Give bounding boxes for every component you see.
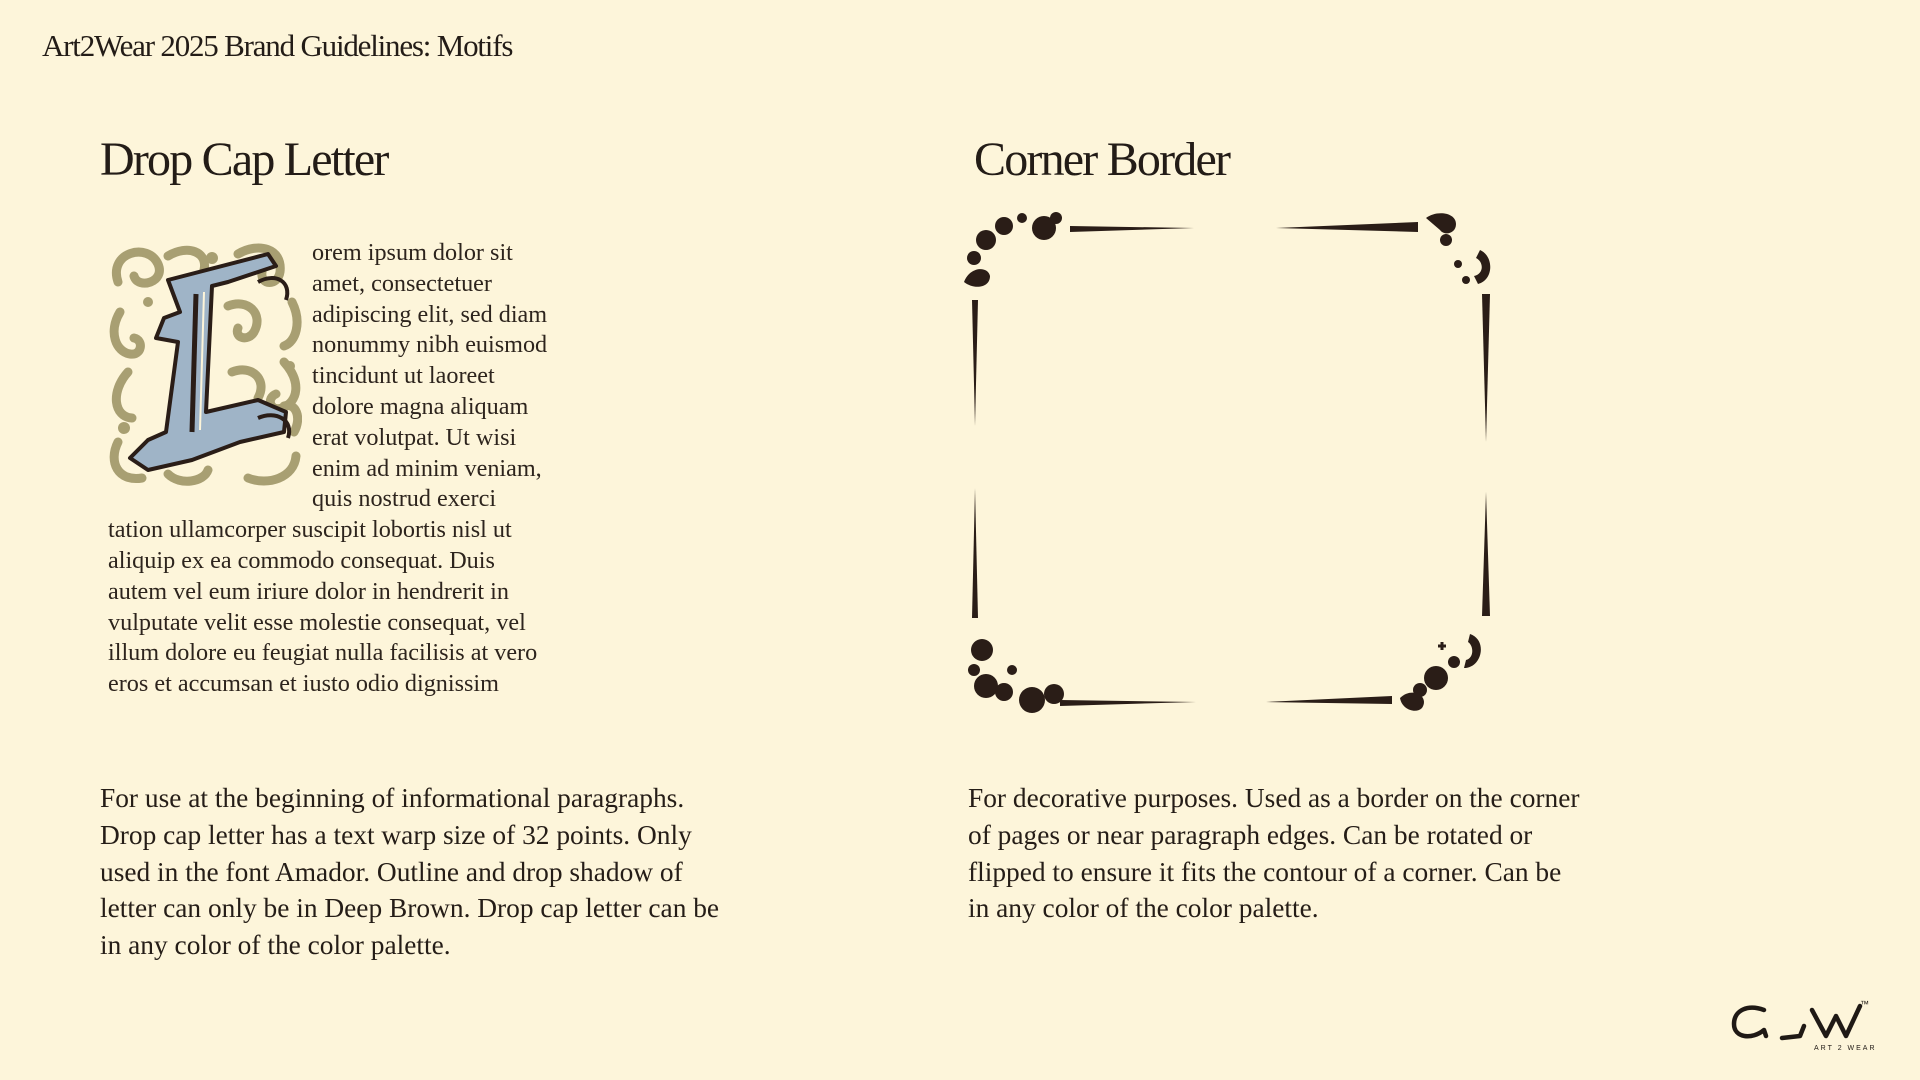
drop-cap-description: For use at the beginning of informational paragraphs. Drop cap letter has a text warp size of 32 points. Only used in the font Amador. Outline and drop shadow of letter can only be in Deep Brown. Drop cap letter can be in any color of the color palette. [100,783,720,961]
corner-border-heading: Corner Border [974,133,1230,186]
corner-border-description: For decorative purposes. Used as a border on the corner of pages or near paragraph edges. Can be rotated or flipped to ensure it fits the contour of a corner. Can be in any color of the color palette. [968,783,1580,924]
drop-cap-sample [108,238,548,700]
drop-cap-heading: Drop Cap Letter [100,133,388,186]
corner-border-frame [960,210,1500,720]
corner-flourish-bottom-left-icon [968,639,1064,713]
page-title: Art2Wear 2025 Brand Guidelines: Motifs [42,28,513,63]
corner-flourish-bottom-right-icon [1400,634,1481,711]
art2wear-logo [1730,996,1886,1054]
logo-trademark: ™ [1860,999,1869,1009]
drop-cap-body-text: orem ipsum dolor sit amet, consectetuer adipiscing elit, sed diam nonummy nibh euismod tincidunt ut laoreet dolore magna aliquam erat volutpat. Ut wisi enim ad minim veniam, quis nostrud exerci tation ullamcorper suscipit lobortis nisl ut aliquip ex ea commodo consequat. Duis autem vel eum iriure dolor in hendrerit in vulputate velit esse molestie consequat, vel illum dolore eu feugiat nulla facilisis at vero eros et accumsan et iusto odio dignissim [108,239,548,698]
corner-flourish-top-right-icon [1426,213,1490,284]
drop-cap-ornament-icon [108,242,302,486]
corner-flourish-top-left-icon [964,212,1062,287]
logo-tagline: ART 2 WEAR [1814,1045,1877,1052]
